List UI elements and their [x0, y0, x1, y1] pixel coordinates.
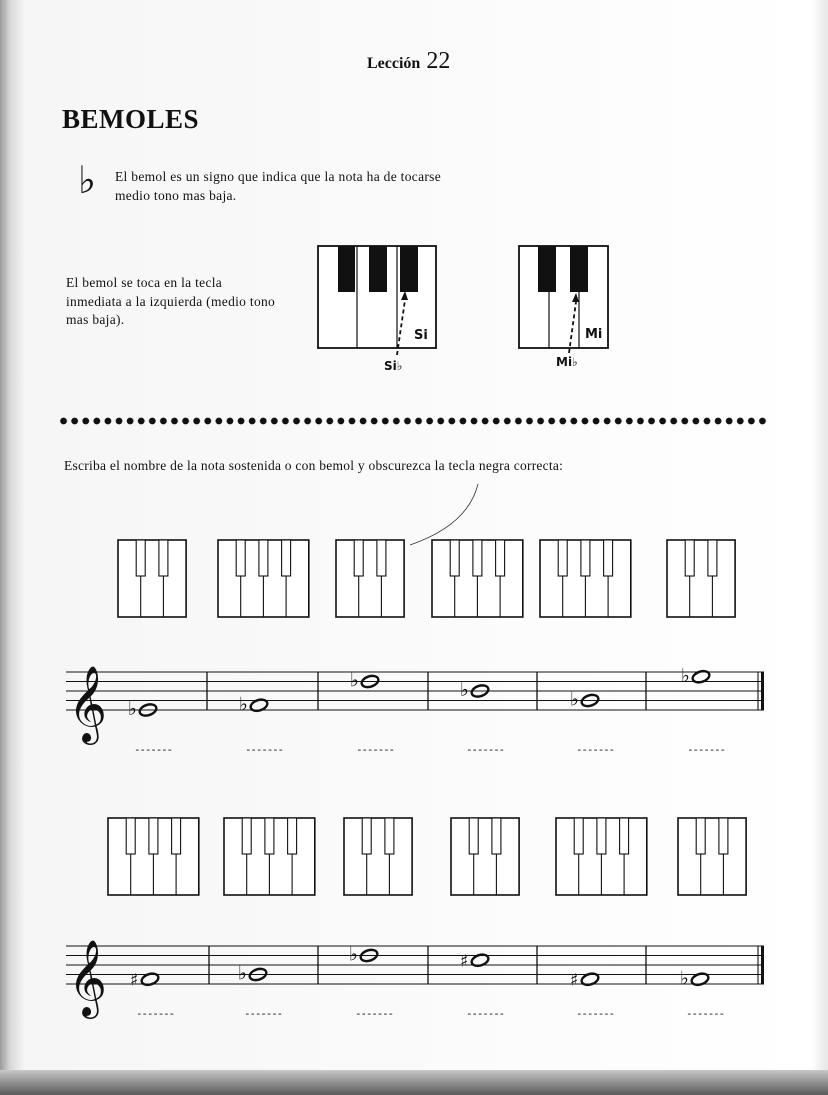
black-key-outline — [450, 540, 459, 576]
lesson-heading — [367, 48, 450, 75]
sharp-icon: ♯ — [460, 951, 469, 972]
key-label-si-flat: Si♭ — [384, 359, 403, 373]
lesson-label: Lección — [367, 55, 421, 72]
black-key-outline — [620, 818, 629, 854]
black-key-outline — [558, 540, 567, 576]
black-key-outline — [236, 540, 245, 576]
flat-icon: ♭ — [238, 962, 247, 985]
black-key-outline — [696, 818, 705, 854]
treble-clef-icon: 𝄞 — [68, 665, 108, 742]
sharp-icon: ♯ — [570, 970, 579, 991]
answer-blank: ------- — [687, 743, 725, 756]
flat-icon: ♭ — [570, 688, 579, 711]
flat-icon: ♭ — [78, 158, 96, 202]
black-key — [538, 246, 556, 292]
black-key-outline — [288, 818, 297, 854]
answer-blank: ------- — [466, 743, 504, 756]
key-label-mi-flat: Mi♭ — [556, 355, 578, 369]
answer-blank: ------- — [466, 1007, 504, 1020]
answer-blank: ------- — [355, 1007, 393, 1020]
exercise-keyboard — [451, 818, 519, 895]
black-key-outline — [362, 818, 371, 854]
black-key-outline — [282, 540, 291, 576]
black-key-outline — [354, 540, 363, 576]
flat-icon: ♭ — [239, 693, 248, 716]
black-key-outline — [597, 818, 606, 854]
black-key-outline — [469, 818, 478, 854]
page-title: BEMOLES — [62, 104, 200, 134]
flat-icon: ♭ — [460, 679, 469, 701]
exercise-instruction: Escriba el nombre de la nota sostenida o con bemol y obscurezca la tecla negra correcta: — [64, 458, 564, 473]
black-key-outline — [708, 540, 717, 576]
sharp-icon: ♯ — [130, 970, 139, 991]
flat-icon: ♭ — [349, 943, 358, 966]
exercise-keyboard — [336, 540, 404, 617]
lesson-number: 22 — [426, 48, 451, 74]
black-key-outline — [172, 818, 181, 854]
black-key — [570, 246, 588, 292]
black-key-outline — [136, 540, 145, 576]
flat-how-to-play: El bemol se toca en la tecla inmediata a la izquierda (medio tono mas baja). — [66, 275, 276, 327]
black-key-outline — [719, 818, 728, 854]
key-label-mi: Mi — [585, 327, 603, 342]
exercise-keyboard — [344, 818, 412, 895]
black-key-outline — [149, 818, 158, 854]
answer-blank: ------- — [686, 1007, 724, 1020]
black-key — [400, 246, 418, 292]
exercise-keyboard — [678, 818, 746, 895]
black-key — [338, 246, 355, 292]
answer-blank: ------- — [136, 1007, 174, 1020]
black-key-outline — [259, 540, 268, 576]
black-key-outline — [574, 818, 583, 854]
exercise-keyboard — [118, 540, 186, 617]
answer-blank: ------- — [245, 743, 283, 756]
answer-blank: ------- — [244, 1007, 282, 1020]
black-key-outline — [242, 818, 251, 854]
flat-icon: ♭ — [128, 698, 137, 720]
answer-blank: ------- — [134, 743, 172, 756]
flat-icon: ♭ — [681, 664, 690, 687]
exercise-keyboard — [667, 540, 735, 617]
black-key-outline — [685, 540, 694, 576]
black-key-outline — [581, 540, 590, 576]
treble-clef-icon: 𝄞 — [68, 939, 108, 1016]
black-key-outline — [385, 818, 394, 854]
answer-blank: ------- — [576, 1007, 614, 1020]
black-key-outline — [496, 540, 505, 576]
answer-blank: ------- — [576, 743, 614, 756]
black-key-outline — [265, 818, 274, 854]
black-key-outline — [473, 540, 482, 576]
black-key — [369, 246, 387, 292]
flat-icon: ♭ — [350, 669, 359, 692]
flat-definition: El bemol es un signo que indica que la nota ha de tocarse medio tono mas baja. — [115, 169, 442, 203]
dotted-divider — [58, 413, 770, 429]
black-key-outline — [377, 540, 386, 576]
black-key-outline — [492, 818, 501, 854]
key-label-si: Si — [414, 328, 428, 343]
black-key-outline — [126, 818, 135, 854]
answer-blank: ------- — [356, 743, 394, 756]
flat-icon: ♭ — [680, 967, 689, 990]
black-key-outline — [604, 540, 613, 576]
black-key-outline — [159, 540, 168, 576]
